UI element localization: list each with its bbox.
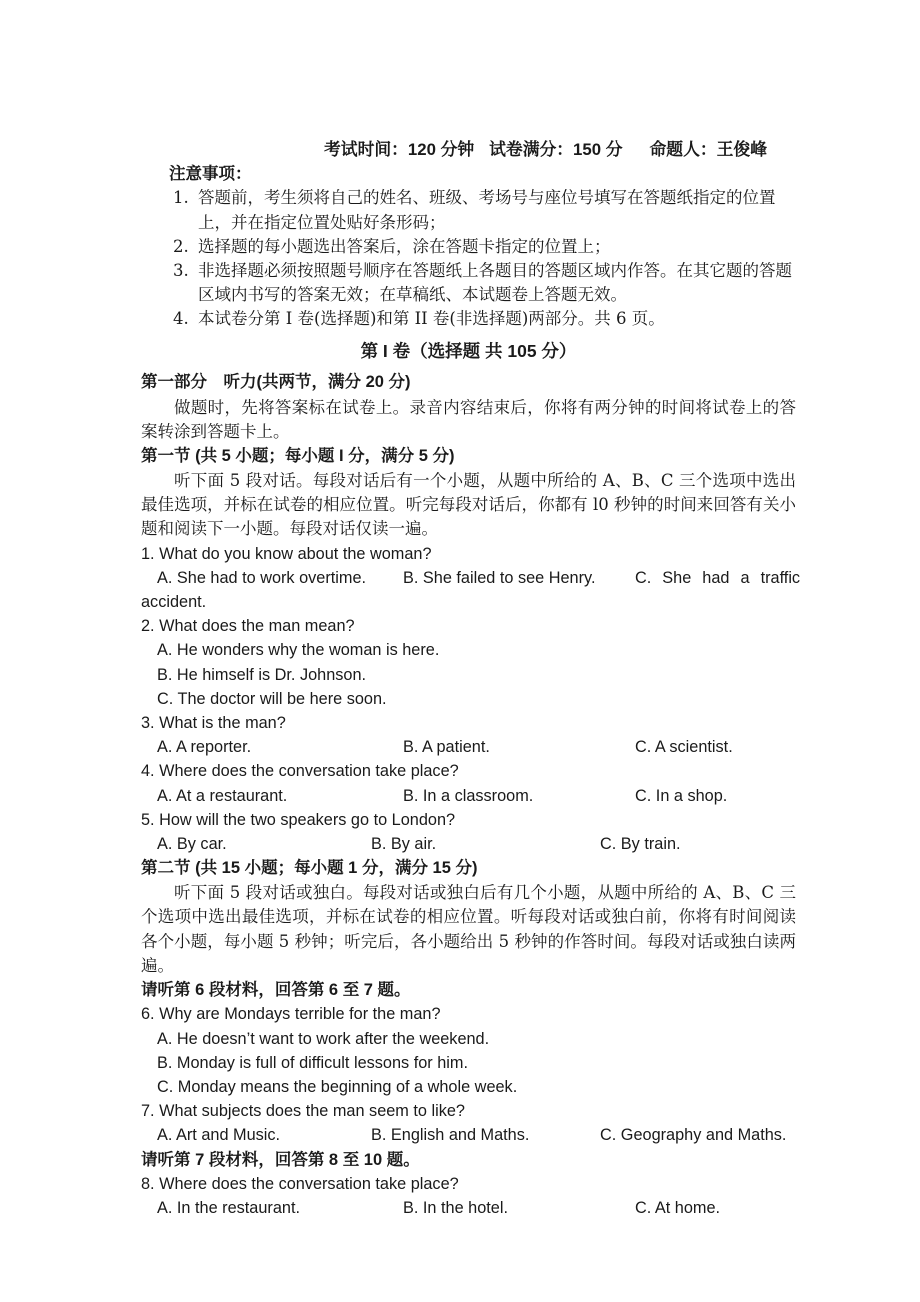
question-6-option-a: A. He doesn’t want to work after the weekend. (157, 1029, 490, 1048)
question-4-text: 4. Where does the conversation take place? (141, 762, 459, 781)
material-6-heading: 请听第 6 段材料，回答第 6 至 7 题。 (141, 981, 411, 1000)
exam-setter: 命题人：王俊峰 (649, 140, 767, 159)
question-5-option-b: B. By air. (371, 835, 437, 854)
question-8-text: 8. Where does the conversation take place? (141, 1174, 459, 1193)
question-3-option-c: C. A scientist. (635, 738, 733, 757)
question-7-text: 7. What subjects does the man seem to like? (141, 1102, 465, 1121)
question-6-text: 6. Why are Mondays terrible for the man? (141, 1005, 441, 1024)
question-1-text: 1. What do you know about the woman? (141, 544, 432, 563)
part-1-heading: 第一部分 听力(共两节，满分 20 分) (141, 372, 411, 391)
question-3-option-b: B. A patient. (403, 738, 490, 757)
section-1-intro: 听下面 5 段对话。每段对话后有一个小题，从题中所给的 A、B、C 三个选项中选出最佳选项，并标在试卷的相应位置。听完每段对话后，你都有 l0 秒钟的时间来回答有关小题和阅读下一小题。每段对话仅读一遍。 (141, 471, 796, 539)
question-7-option-a: A. Art and Music. (157, 1126, 281, 1145)
notice-item-1 (141, 186, 796, 234)
question-1-options (141, 566, 801, 590)
question-3-text: 3. What is the man? (141, 714, 286, 733)
exam-duration: 考试时间：120 分钟 (324, 140, 475, 159)
question-1-option-c: C. She had a traffic (635, 568, 801, 587)
notice-item-4-number: 4. (173, 309, 189, 329)
section-2-intro: 听下面 5 段对话或独白。每段对话或独白后有几个小题，从题中所给的 A、B、C 三个选项中选出最佳选项，并标在试卷的相应位置。听每段对话或独白前，你将有时间阅读各个小题，每小题 5 秒钟；听完后，各小题给出 5 秒钟的作答时间。每段对话或独白读两遍。 (141, 883, 796, 975)
notice-item-2-number: 2. (173, 236, 189, 256)
question-4-option-c: C. In a shop. (635, 786, 728, 805)
notice-item-4 (141, 307, 796, 331)
part-1-intro: 做题时，先将答案标在试卷上。录音内容结束后，你将有两分钟的时间将试卷上的答案转涂到答题卡上。 (141, 397, 796, 441)
question-4-option-a: A. At a restaurant. (157, 786, 288, 805)
question-8-options (141, 1196, 796, 1220)
notice-item-3 (141, 259, 796, 307)
question-7-option-b: B. English and Maths. (371, 1126, 530, 1145)
question-5-option-a: A. By car. (157, 835, 227, 854)
question-7-option-c: C. Geography and Maths. (600, 1126, 787, 1145)
exam-full-score: 试卷满分：150 分 (489, 140, 623, 159)
question-6-option-b: B. Monday is full of difficult lessons for him. (157, 1053, 468, 1072)
question-3-option-a: A. A reporter. (157, 738, 252, 757)
notice-item-3-text: 非选择题必须按照题号顺序在答题纸上各题目的答题区域内作答。在其它题的答题区域内书写的答案无效；在草稿纸、本试题卷上答题无效。 (198, 261, 792, 305)
question-1-option-b: B. She failed to see Henry. (403, 568, 596, 587)
question-8-option-a: A. In the restaurant. (157, 1198, 300, 1217)
question-2-option-a: A. He wonders why the woman is here. (157, 641, 440, 660)
volume-1-title: 第 I 卷（选择题 共 105 分） (360, 340, 577, 361)
notice-item-3-number: 3. (173, 261, 189, 281)
notice-item-2-text: 选择题的每小题选出答案后，涂在答题卡指定的位置上； (198, 236, 611, 256)
question-3-options (141, 735, 796, 759)
question-4-options (141, 784, 796, 808)
question-6-option-c: C. Monday means the beginning of a whole week. (157, 1077, 518, 1096)
question-2-option-b: B. He himself is Dr. Johnson. (157, 665, 367, 684)
question-2-option-c: C. The doctor will be here soon. (157, 689, 387, 708)
question-4-option-b: B. In a classroom. (403, 786, 534, 805)
notice-item-1-number: 1. (173, 188, 189, 208)
question-5-text: 5. How will the two speakers go to London? (141, 810, 456, 829)
question-7-options (141, 1123, 796, 1147)
exam-meta-line (324, 138, 796, 162)
notice-item-2 (141, 235, 796, 259)
notice-item-4-text: 本试卷分第 I 卷(选择题)和第 II 卷(非选择题)两部分。共 6 页。 (198, 309, 665, 329)
notice-title: 注意事项： (169, 165, 252, 184)
section-1-heading: 第一节 (共 5 小题；每小题 I 分，满分 5 分) (141, 447, 455, 466)
question-1-option-c-continuation: accident. (141, 593, 207, 612)
question-1-option-a: A. She had to work overtime. (157, 568, 367, 587)
question-8-option-c: C. At home. (635, 1198, 721, 1217)
question-8-option-b: B. In the hotel. (403, 1198, 508, 1217)
material-7-heading: 请听第 7 段材料，回答第 8 至 10 题。 (141, 1150, 420, 1169)
question-2-text: 2. What does the man mean? (141, 617, 355, 636)
question-5-option-c: C. By train. (600, 835, 681, 854)
question-5-options (141, 832, 796, 856)
notice-item-1-text: 答题前，考生须将自己的姓名、班级、考场号与座位号填写在答题纸指定的位置上，并在指定位置处贴好条形码； (198, 188, 776, 232)
section-2-heading: 第二节 (共 15 小题；每小题 1 分，满分 15 分) (141, 859, 478, 878)
